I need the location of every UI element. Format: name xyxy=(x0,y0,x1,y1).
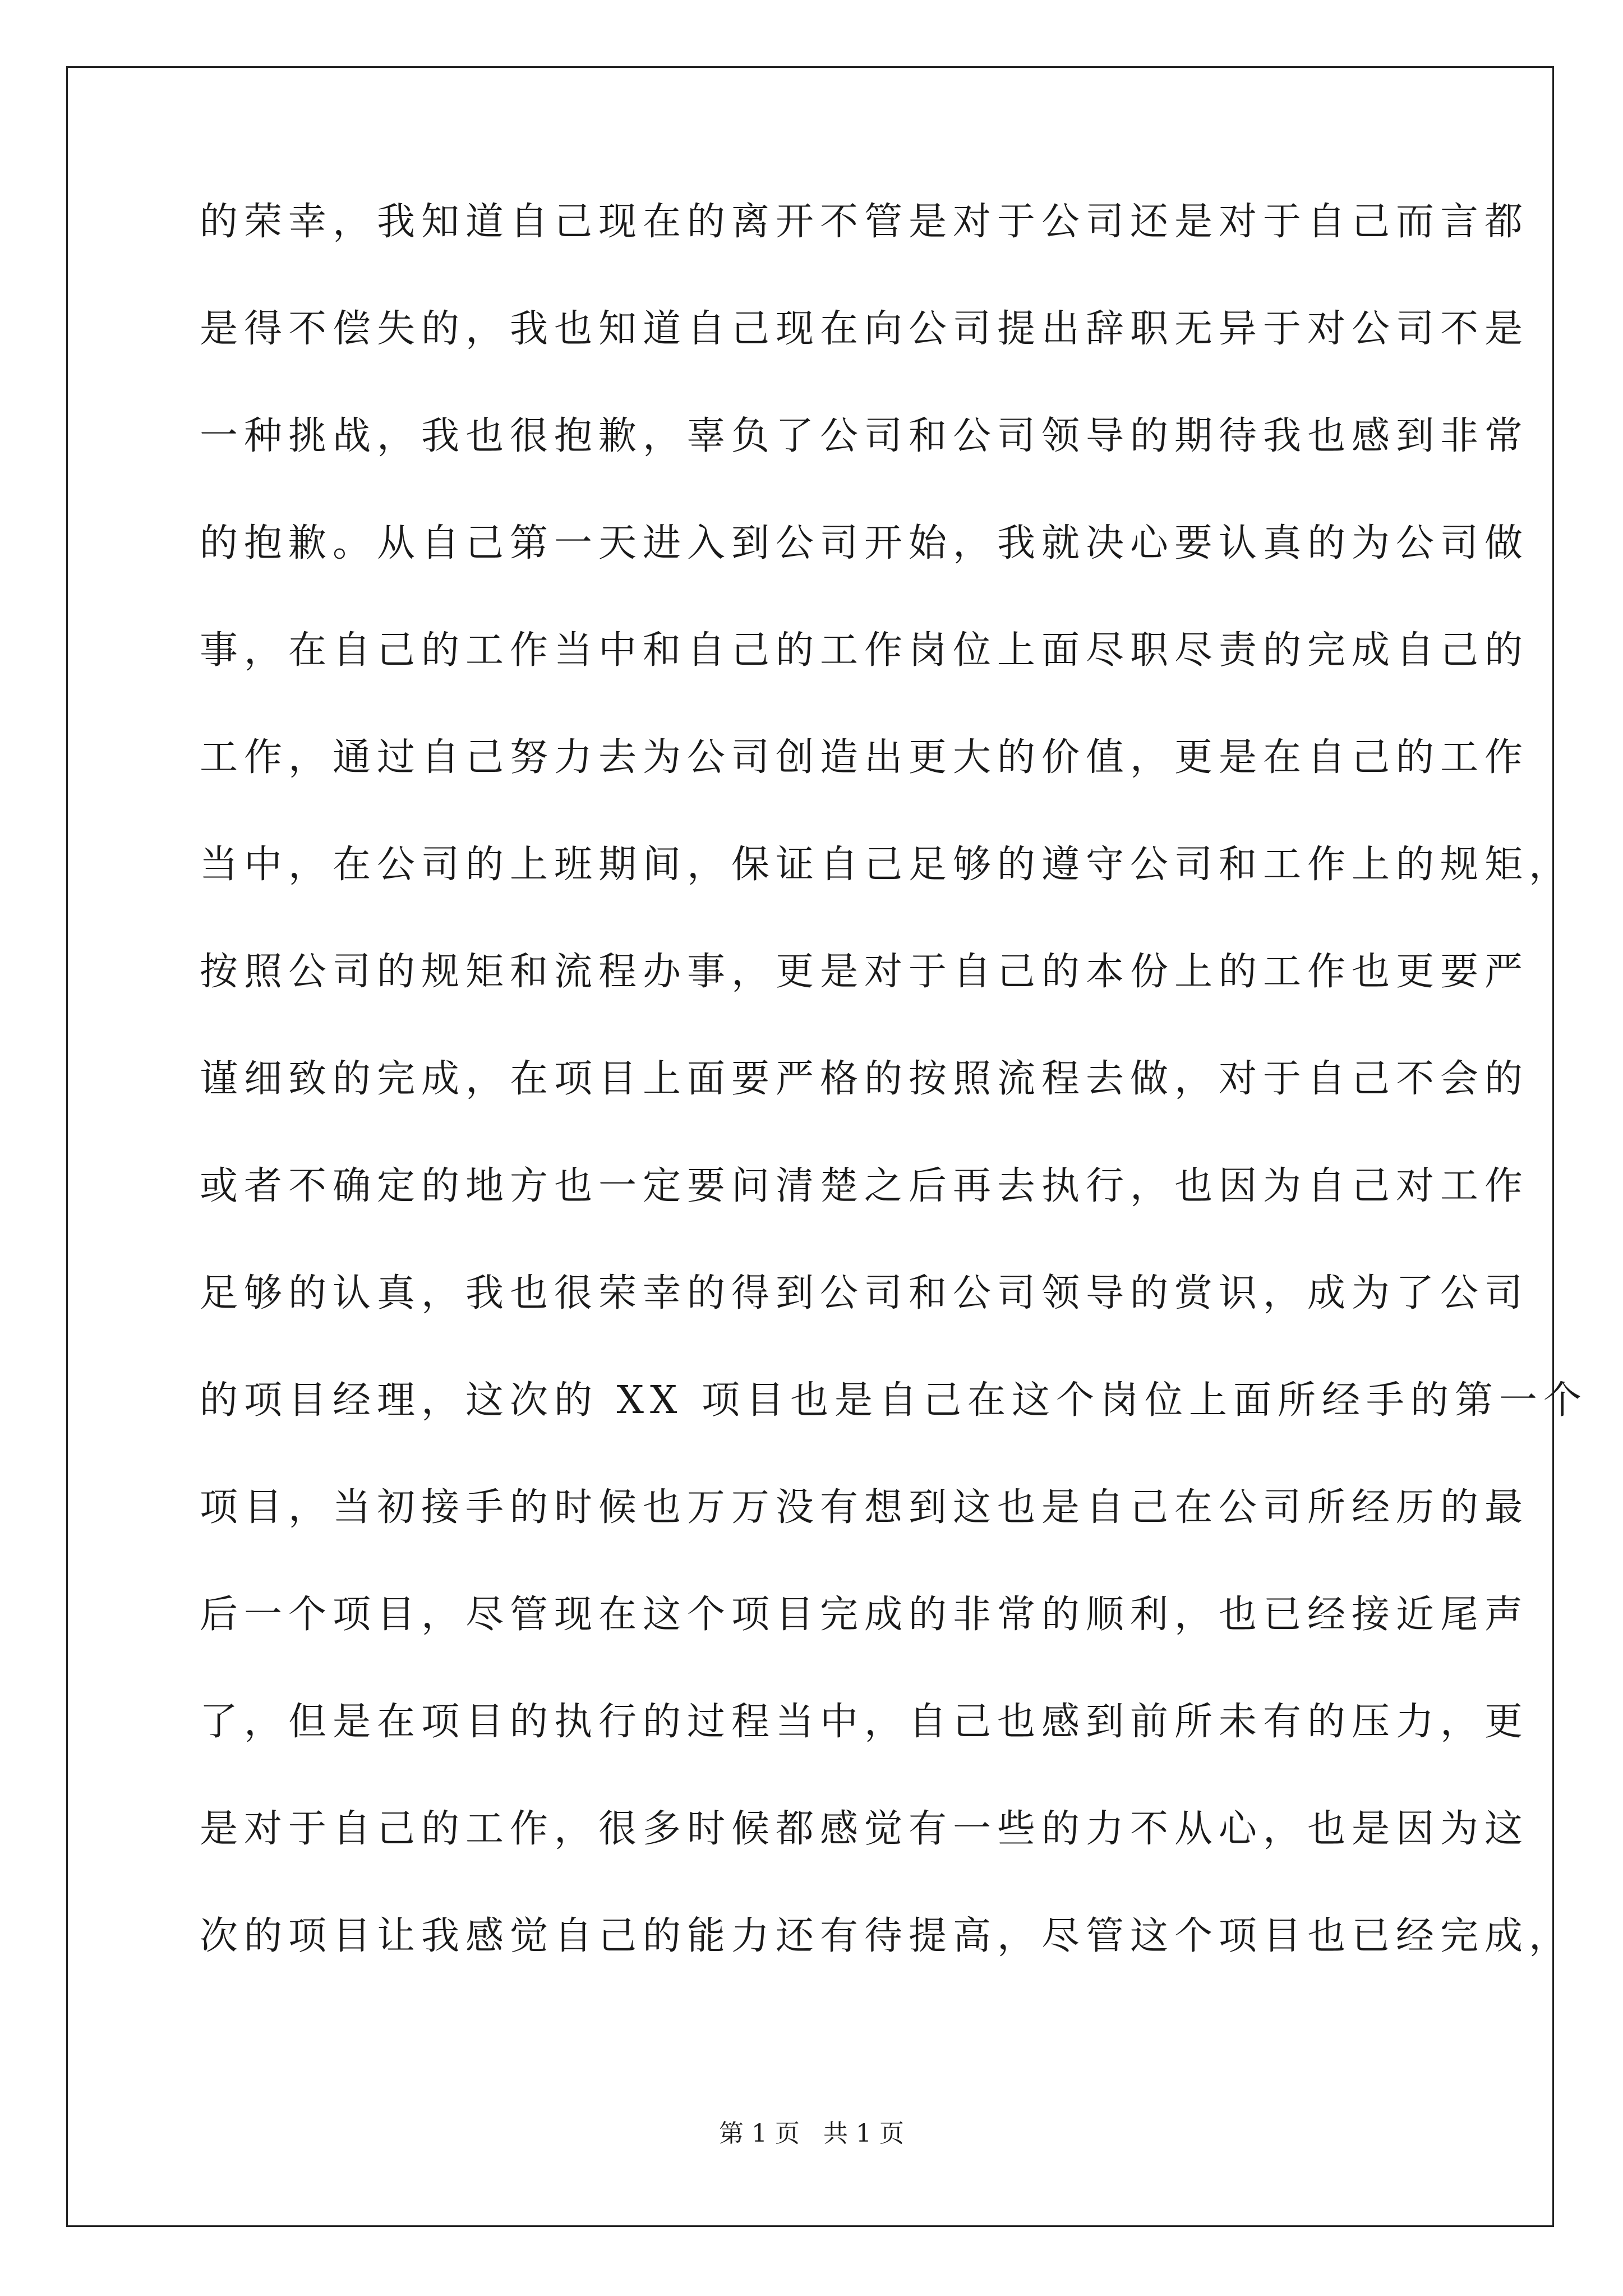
text-line: 足够的认真，我也很荣幸的得到公司和公司领导的赏识，成为了公司 xyxy=(200,1271,1529,1315)
text-line: 一种挑战，我也很抱歉，辜负了公司和公司领导的期待我也感到非常 xyxy=(200,414,1529,458)
text-line: 的荣幸，我知道自己现在的离开不管是对于公司还是对于自己而言都 xyxy=(200,200,1529,244)
text-line: 次的项目让我感觉自己的能力还有待提高，尽管这个项目也已经完成， xyxy=(200,1914,1574,1958)
text-line: 事，在自己的工作当中和自己的工作岗位上面尽职尽责的完成自己的 xyxy=(200,628,1529,673)
text-line: 的抱歉。从自己第一天进入到公司开始，我就决心要认真的为公司做 xyxy=(200,521,1529,565)
text-line: 项目，当初接手的时候也万万没有想到这也是自己在公司所经历的最 xyxy=(200,1485,1529,1530)
page-number-footer: 第 1 页 共 1 页 xyxy=(719,2119,904,2148)
text-line: 当中，在公司的上班期间，保证自己足够的遵守公司和工作上的规矩， xyxy=(200,843,1574,887)
text-line: 工作，通过自己努力去为公司创造出更大的价值，更是在自己的工作 xyxy=(200,735,1529,780)
text-line: 的项目经理，这次的 XX 项目也是自己在这个岗位上面所经手的第一个 xyxy=(200,1378,1588,1423)
document-body xyxy=(200,200,1588,2024)
text-line: 或者不确定的地方也一定要问清楚之后再去执行，也因为自己对工作 xyxy=(200,1164,1529,1208)
text-line: 了，但是在项目的执行的过程当中，自己也感到前所未有的压力，更 xyxy=(200,1700,1529,1744)
text-line: 按照公司的规矩和流程办事，更是对于自己的本份上的工作也更要严 xyxy=(200,950,1529,994)
text-line: 谨细致的完成，在项目上面要严格的按照流程去做，对于自己不会的 xyxy=(200,1057,1529,1101)
text-line: 是得不偿失的，我也知道自己现在向公司提出辞职无异于对公司不是 xyxy=(200,307,1529,351)
text-line: 后一个项目，尽管现在这个项目完成的非常的顺利，也已经接近尾声 xyxy=(200,1593,1529,1637)
text-line: 是对于自己的工作，很多时候都感觉有一些的力不从心，也是因为这 xyxy=(200,1807,1529,1851)
